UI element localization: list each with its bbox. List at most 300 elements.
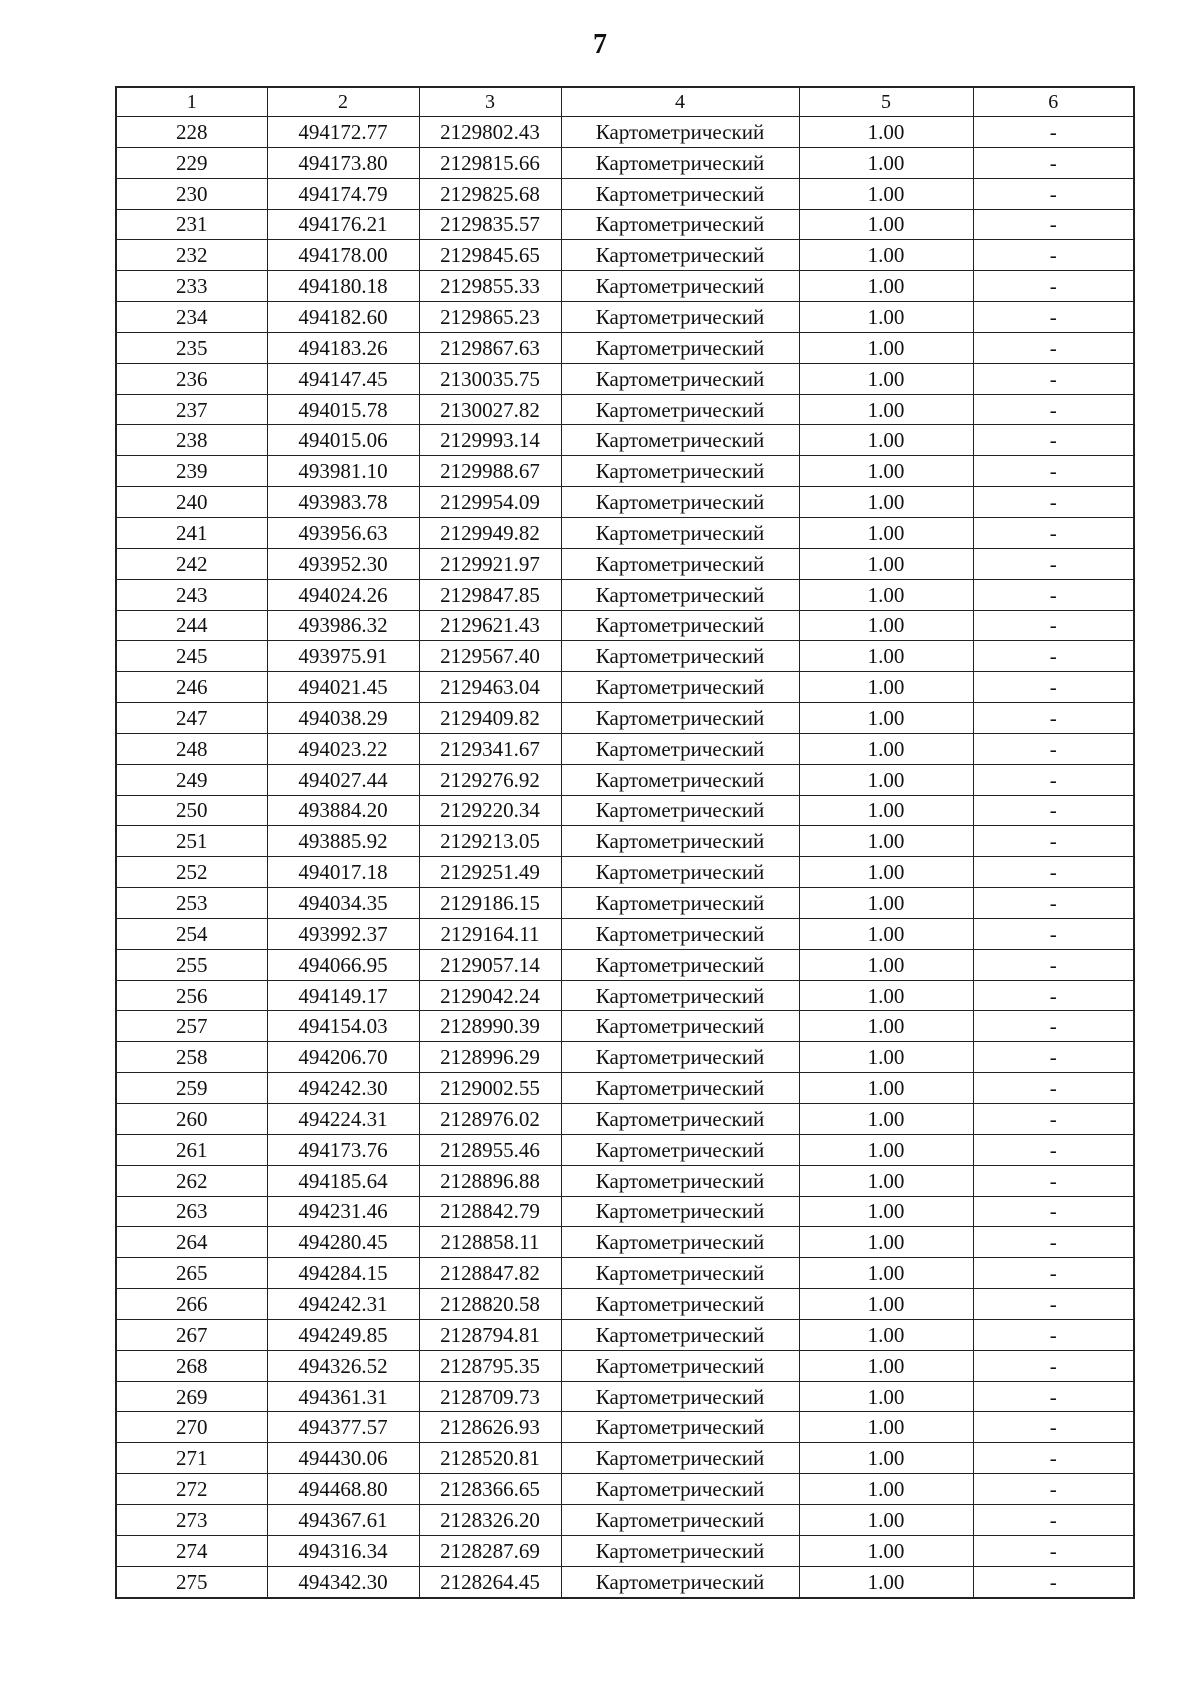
cell-note: - [973,826,1134,857]
cell-coordinate-x: 494178.00 [267,240,419,271]
cell-point-number: 270 [116,1412,267,1443]
cell-method: Картометрический [561,302,799,333]
cell-accuracy: 1.00 [799,517,973,548]
cell-point-number: 256 [116,980,267,1011]
cell-coordinate-y: 2129954.09 [419,487,561,518]
cell-coordinate-x: 494224.31 [267,1104,419,1135]
cell-point-number: 275 [116,1566,267,1597]
cell-method: Картометрический [561,980,799,1011]
cell-coordinate-x: 494249.85 [267,1319,419,1350]
cell-coordinate-x: 494147.45 [267,363,419,394]
cell-accuracy: 1.00 [799,548,973,579]
cell-coordinate-x: 494034.35 [267,888,419,919]
cell-note: - [973,703,1134,734]
cell-method: Картометрический [561,1258,799,1289]
cell-method: Картометрический [561,425,799,456]
table-row [116,610,1134,641]
table-row [116,672,1134,703]
cell-note: - [973,1165,1134,1196]
cell-coordinate-y: 2129825.68 [419,178,561,209]
table-row [116,517,1134,548]
cell-method: Картометрический [561,456,799,487]
cell-coordinate-x: 493956.63 [267,517,419,548]
cell-accuracy: 1.00 [799,795,973,826]
cell-coordinate-x: 494173.80 [267,147,419,178]
cell-note: - [973,456,1134,487]
cell-coordinate-y: 2129835.57 [419,209,561,240]
table-row [116,1381,1134,1412]
cell-method: Картометрический [561,1412,799,1443]
cell-accuracy: 1.00 [799,302,973,333]
cell-point-number: 261 [116,1134,267,1165]
cell-coordinate-y: 2128264.45 [419,1566,561,1597]
cell-coordinate-y: 2129409.82 [419,703,561,734]
column-header-4: 4 [561,87,799,117]
cell-accuracy: 1.00 [799,178,973,209]
cell-coordinate-x: 494242.30 [267,1073,419,1104]
table-row [116,425,1134,456]
table-row [116,147,1134,178]
cell-coordinate-y: 2129847.85 [419,579,561,610]
cell-note: - [973,517,1134,548]
column-header-2: 2 [267,87,419,117]
cell-coordinate-y: 2129251.49 [419,857,561,888]
table-row [116,363,1134,394]
cell-method: Картометрический [561,1566,799,1597]
cell-note: - [973,1042,1134,1073]
cell-note: - [973,1258,1134,1289]
cell-coordinate-y: 2128896.88 [419,1165,561,1196]
cell-accuracy: 1.00 [799,1289,973,1320]
cell-accuracy: 1.00 [799,733,973,764]
cell-point-number: 235 [116,332,267,363]
cell-coordinate-y: 2129002.55 [419,1073,561,1104]
table-row [116,795,1134,826]
cell-coordinate-y: 2129988.67 [419,456,561,487]
cell-coordinate-x: 494242.31 [267,1289,419,1320]
cell-accuracy: 1.00 [799,363,973,394]
cell-accuracy: 1.00 [799,1350,973,1381]
cell-note: - [973,610,1134,641]
cell-note: - [973,425,1134,456]
cell-note: - [973,332,1134,363]
cell-accuracy: 1.00 [799,703,973,734]
table-row [116,394,1134,425]
cell-coordinate-y: 2129567.40 [419,641,561,672]
cell-method: Картометрический [561,1381,799,1412]
cell-note: - [973,949,1134,980]
cell-coordinate-y: 2129220.34 [419,795,561,826]
table-row [116,857,1134,888]
cell-point-number: 251 [116,826,267,857]
table-row [116,1289,1134,1320]
cell-accuracy: 1.00 [799,764,973,795]
table-row [116,456,1134,487]
table-row [116,117,1134,148]
cell-coordinate-x: 494174.79 [267,178,419,209]
cell-point-number: 228 [116,117,267,148]
cell-coordinate-x: 494027.44 [267,764,419,795]
cell-coordinate-x: 494154.03 [267,1011,419,1042]
cell-point-number: 233 [116,271,267,302]
cell-accuracy: 1.00 [799,826,973,857]
cell-coordinate-x: 494023.22 [267,733,419,764]
cell-note: - [973,888,1134,919]
cell-accuracy: 1.00 [799,888,973,919]
cell-coordinate-x: 494280.45 [267,1227,419,1258]
cell-method: Картометрический [561,949,799,980]
cell-coordinate-y: 2129867.63 [419,332,561,363]
cell-note: - [973,302,1134,333]
cell-coordinate-y: 2129341.67 [419,733,561,764]
cell-method: Картометрический [561,517,799,548]
cell-method: Картометрический [561,1165,799,1196]
cell-point-number: 239 [116,456,267,487]
cell-method: Картометрический [561,178,799,209]
cell-coordinate-y: 2128847.82 [419,1258,561,1289]
cell-note: - [973,271,1134,302]
cell-coordinate-x: 493983.78 [267,487,419,518]
cell-coordinate-x: 493885.92 [267,826,419,857]
cell-point-number: 265 [116,1258,267,1289]
cell-point-number: 259 [116,1073,267,1104]
cell-coordinate-x: 494316.34 [267,1535,419,1566]
cell-accuracy: 1.00 [799,980,973,1011]
cell-point-number: 260 [116,1104,267,1135]
cell-point-number: 240 [116,487,267,518]
cell-note: - [973,764,1134,795]
cell-coordinate-x: 494183.26 [267,332,419,363]
cell-note: - [973,363,1134,394]
cell-coordinate-y: 2128996.29 [419,1042,561,1073]
cell-method: Картометрический [561,579,799,610]
cell-point-number: 242 [116,548,267,579]
cell-point-number: 229 [116,147,267,178]
table-row [116,209,1134,240]
cell-accuracy: 1.00 [799,1535,973,1566]
cell-method: Картометрический [561,1289,799,1320]
cell-method: Картометрический [561,918,799,949]
cell-method: Картометрический [561,1474,799,1505]
cell-accuracy: 1.00 [799,147,973,178]
cell-method: Картометрический [561,1535,799,1566]
cell-accuracy: 1.00 [799,456,973,487]
cell-accuracy: 1.00 [799,394,973,425]
cell-coordinate-x: 494180.18 [267,271,419,302]
table-row [116,548,1134,579]
cell-method: Картометрический [561,487,799,518]
cell-accuracy: 1.00 [799,1165,973,1196]
cell-point-number: 272 [116,1474,267,1505]
cell-coordinate-y: 2129186.15 [419,888,561,919]
cell-point-number: 232 [116,240,267,271]
cell-coordinate-y: 2128795.35 [419,1350,561,1381]
cell-accuracy: 1.00 [799,117,973,148]
cell-method: Картометрический [561,641,799,672]
cell-point-number: 234 [116,302,267,333]
cell-note: - [973,672,1134,703]
cell-coordinate-y: 2129921.97 [419,548,561,579]
cell-point-number: 262 [116,1165,267,1196]
table-row [116,1042,1134,1073]
table-row [116,1566,1134,1597]
cell-note: - [973,1073,1134,1104]
table-row [116,918,1134,949]
cell-coordinate-y: 2128976.02 [419,1104,561,1135]
cell-coordinate-y: 2129057.14 [419,949,561,980]
cell-coordinate-y: 2129802.43 [419,117,561,148]
cell-coordinate-x: 493981.10 [267,456,419,487]
cell-point-number: 250 [116,795,267,826]
cell-method: Картометрический [561,733,799,764]
cell-coordinate-y: 2128520.81 [419,1443,561,1474]
cell-note: - [973,548,1134,579]
cell-coordinate-x: 494185.64 [267,1165,419,1196]
cell-accuracy: 1.00 [799,1258,973,1289]
cell-coordinate-y: 2129164.11 [419,918,561,949]
cell-accuracy: 1.00 [799,1134,973,1165]
cell-note: - [973,1443,1134,1474]
cell-note: - [973,1196,1134,1227]
cell-accuracy: 1.00 [799,1319,973,1350]
coordinates-table [115,86,1135,1599]
cell-coordinate-y: 2128820.58 [419,1289,561,1320]
cell-coordinate-x: 493986.32 [267,610,419,641]
table-row [116,1134,1134,1165]
cell-method: Картометрический [561,610,799,641]
cell-method: Картометрический [561,1443,799,1474]
cell-coordinate-x: 494430.06 [267,1443,419,1474]
cell-coordinate-y: 2128709.73 [419,1381,561,1412]
cell-note: - [973,1535,1134,1566]
table-row [116,178,1134,209]
cell-accuracy: 1.00 [799,209,973,240]
cell-accuracy: 1.00 [799,1011,973,1042]
cell-coordinate-x: 493884.20 [267,795,419,826]
cell-note: - [973,579,1134,610]
cell-point-number: 236 [116,363,267,394]
cell-point-number: 269 [116,1381,267,1412]
table-row [116,641,1134,672]
cell-note: - [973,1350,1134,1381]
cell-coordinate-x: 494182.60 [267,302,419,333]
cell-accuracy: 1.00 [799,1227,973,1258]
column-header-6: 6 [973,87,1134,117]
table-row [116,1196,1134,1227]
cell-point-number: 247 [116,703,267,734]
table-row [116,1104,1134,1135]
table-row [116,1474,1134,1505]
cell-coordinate-y: 2129865.23 [419,302,561,333]
table-row [116,332,1134,363]
table-row [116,764,1134,795]
cell-accuracy: 1.00 [799,1504,973,1535]
cell-note: - [973,857,1134,888]
cell-coordinate-x: 494021.45 [267,672,419,703]
header-row [116,87,1134,117]
cell-note: - [973,1319,1134,1350]
cell-note: - [973,1104,1134,1135]
cell-coordinate-y: 2129815.66 [419,147,561,178]
cell-coordinate-y: 2129845.65 [419,240,561,271]
cell-accuracy: 1.00 [799,579,973,610]
cell-method: Картометрический [561,209,799,240]
table-row [116,980,1134,1011]
cell-coordinate-y: 2128794.81 [419,1319,561,1350]
table-row [116,302,1134,333]
cell-coordinate-y: 2128287.69 [419,1535,561,1566]
cell-point-number: 252 [116,857,267,888]
cell-note: - [973,980,1134,1011]
cell-coordinate-x: 494017.18 [267,857,419,888]
cell-coordinate-x: 494024.26 [267,579,419,610]
cell-coordinate-x: 493975.91 [267,641,419,672]
cell-accuracy: 1.00 [799,1073,973,1104]
cell-method: Картометрический [561,1073,799,1104]
table-row [116,487,1134,518]
cell-method: Картометрический [561,888,799,919]
cell-method: Картометрический [561,703,799,734]
cell-accuracy: 1.00 [799,672,973,703]
cell-accuracy: 1.00 [799,1042,973,1073]
cell-method: Картометрический [561,363,799,394]
cell-method: Картометрический [561,672,799,703]
cell-coordinate-y: 2129276.92 [419,764,561,795]
cell-accuracy: 1.00 [799,1566,973,1597]
cell-accuracy: 1.00 [799,1196,973,1227]
cell-method: Картометрический [561,1227,799,1258]
cell-point-number: 255 [116,949,267,980]
table-row [116,1227,1134,1258]
cell-point-number: 274 [116,1535,267,1566]
cell-coordinate-x: 494377.57 [267,1412,419,1443]
cell-method: Картометрический [561,147,799,178]
cell-point-number: 231 [116,209,267,240]
cell-note: - [973,394,1134,425]
cell-method: Картометрический [561,1319,799,1350]
cell-note: - [973,1412,1134,1443]
cell-point-number: 243 [116,579,267,610]
cell-point-number: 258 [116,1042,267,1073]
cell-coordinate-y: 2130027.82 [419,394,561,425]
cell-note: - [973,1134,1134,1165]
table-row [116,826,1134,857]
cell-coordinate-y: 2128366.65 [419,1474,561,1505]
table-row [116,703,1134,734]
cell-method: Картометрический [561,271,799,302]
cell-point-number: 264 [116,1227,267,1258]
cell-coordinate-y: 2130035.75 [419,363,561,394]
cell-coordinate-x: 494326.52 [267,1350,419,1381]
cell-method: Картометрический [561,1011,799,1042]
cell-note: - [973,117,1134,148]
cell-coordinate-y: 2129042.24 [419,980,561,1011]
cell-coordinate-y: 2129855.33 [419,271,561,302]
cell-coordinate-y: 2129949.82 [419,517,561,548]
cell-coordinate-x: 494284.15 [267,1258,419,1289]
cell-coordinate-x: 494038.29 [267,703,419,734]
cell-point-number: 238 [116,425,267,456]
cell-accuracy: 1.00 [799,1104,973,1135]
cell-coordinate-y: 2128626.93 [419,1412,561,1443]
cell-coordinate-x: 494367.61 [267,1504,419,1535]
table-row [116,1350,1134,1381]
cell-accuracy: 1.00 [799,487,973,518]
table-row [116,1412,1134,1443]
cell-method: Картометрический [561,332,799,363]
cell-point-number: 246 [116,672,267,703]
cell-point-number: 266 [116,1289,267,1320]
cell-note: - [973,178,1134,209]
cell-point-number: 254 [116,918,267,949]
table-row [116,271,1134,302]
cell-coordinate-y: 2128990.39 [419,1011,561,1042]
cell-note: - [973,1289,1134,1320]
cell-method: Картометрический [561,826,799,857]
cell-coordinate-x: 494066.95 [267,949,419,980]
table-body [116,117,1134,1598]
cell-point-number: 273 [116,1504,267,1535]
cell-accuracy: 1.00 [799,271,973,302]
cell-method: Картометрический [561,117,799,148]
cell-note: - [973,733,1134,764]
cell-point-number: 268 [116,1350,267,1381]
cell-note: - [973,1566,1134,1597]
cell-accuracy: 1.00 [799,610,973,641]
cell-point-number: 230 [116,178,267,209]
cell-coordinate-x: 494149.17 [267,980,419,1011]
table-row [116,1073,1134,1104]
table-row [116,733,1134,764]
cell-note: - [973,240,1134,271]
cell-coordinate-y: 2129213.05 [419,826,561,857]
cell-point-number: 253 [116,888,267,919]
cell-method: Картометрический [561,764,799,795]
cell-coordinate-x: 494231.46 [267,1196,419,1227]
cell-method: Картометрический [561,548,799,579]
cell-note: - [973,209,1134,240]
cell-method: Картометрический [561,857,799,888]
cell-accuracy: 1.00 [799,425,973,456]
cell-coordinate-x: 494173.76 [267,1134,419,1165]
cell-note: - [973,1381,1134,1412]
cell-coordinate-y: 2129621.43 [419,610,561,641]
cell-coordinate-y: 2128858.11 [419,1227,561,1258]
cell-coordinate-x: 494342.30 [267,1566,419,1597]
cell-coordinate-y: 2128842.79 [419,1196,561,1227]
table-header [116,87,1134,117]
cell-point-number: 267 [116,1319,267,1350]
cell-method: Картометрический [561,394,799,425]
cell-note: - [973,641,1134,672]
cell-accuracy: 1.00 [799,1412,973,1443]
table-row [116,1319,1134,1350]
cell-note: - [973,1227,1134,1258]
cell-method: Картометрический [561,1350,799,1381]
table-row [116,579,1134,610]
cell-note: - [973,147,1134,178]
column-header-3: 3 [419,87,561,117]
cell-note: - [973,1011,1134,1042]
cell-method: Картометрический [561,240,799,271]
cell-method: Картометрический [561,1196,799,1227]
cell-coordinate-x: 494361.31 [267,1381,419,1412]
cell-point-number: 248 [116,733,267,764]
cell-note: - [973,487,1134,518]
cell-coordinate-x: 494015.78 [267,394,419,425]
cell-point-number: 241 [116,517,267,548]
cell-point-number: 271 [116,1443,267,1474]
